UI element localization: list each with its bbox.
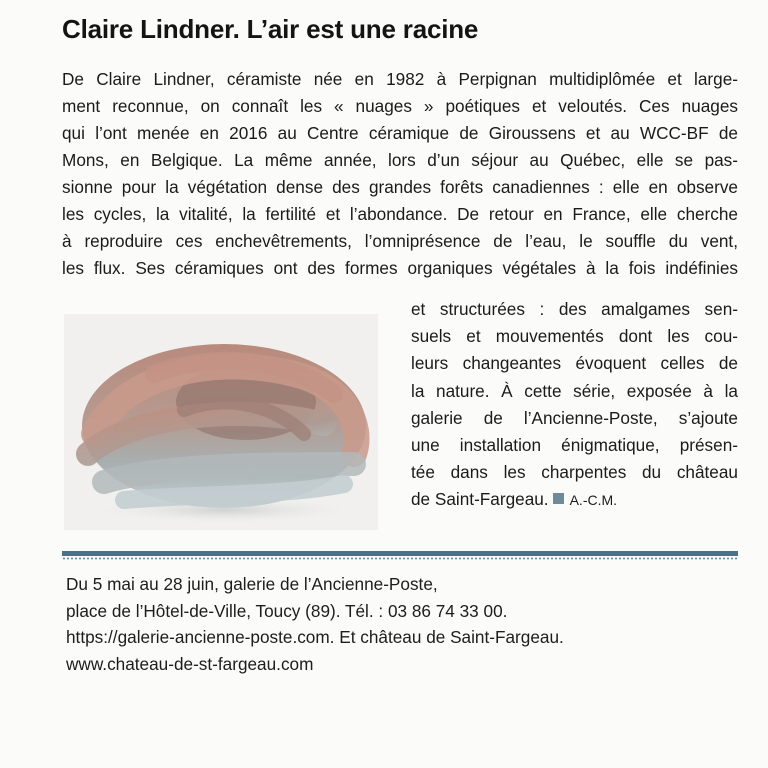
ceramic-sculpture-image bbox=[64, 314, 378, 530]
body-line: De Claire Lindner, céramiste née en 1982 à Perpignan multidiplômée et large- bbox=[62, 69, 738, 89]
body-line: et structurées : des amalgames sen- bbox=[411, 299, 738, 319]
body-line: les cycles, la vitalité, la fertilité et l’abondance. De retour en France, elle cherche bbox=[62, 204, 738, 224]
body-line: sionne pour la végétation dense des grandes forêts canadiennes : elle en observe bbox=[62, 177, 738, 197]
body-line: ment reconnue, on connaît les « nuages » poétiques et veloutés. Ces nuages bbox=[62, 96, 738, 116]
body-last-line bbox=[411, 486, 738, 514]
ceramic-sculpture-photo bbox=[64, 314, 378, 530]
body-line: suels et mouvementés dont les cou- bbox=[411, 326, 738, 347]
body-line: qui l’ont menée en 2016 au Centre céramique de Giroussens et au WCC-BF de bbox=[62, 123, 738, 143]
article-body-right bbox=[411, 296, 738, 515]
info-line-url: www.chateau-de-st-fargeau.com bbox=[66, 653, 314, 674]
divider-rule bbox=[62, 551, 738, 556]
info-line-url: https://galerie-ancienne-poste.com. Et château de Saint-Fargeau. bbox=[66, 627, 564, 647]
body-line: la nature. À cette série, exposée à la bbox=[411, 380, 738, 401]
body-line: les flux. Ses céramiques ont des formes organiques végétales à la fois indéfinies bbox=[62, 258, 738, 278]
info-line: place de l’Hôtel-de-Ville, Toucy (89). Tél. : 03 86 74 33 00. bbox=[66, 600, 508, 621]
article-body-top bbox=[62, 66, 738, 282]
body-last-text: de Saint-Fargeau. bbox=[411, 489, 549, 510]
info-line: Du 5 mai au 28 juin, galerie de l’Ancienne-Poste, bbox=[66, 574, 438, 594]
body-line: à reproduire ces enchevêtrements, l’omniprésence de l’eau, le souffle du vent, bbox=[62, 231, 738, 251]
article-title: Claire Lindner. L’air est une racine bbox=[62, 14, 479, 44]
author-initials: A.-C.M. bbox=[569, 492, 618, 509]
body-line: leurs changeantes évoquent celles de bbox=[411, 353, 738, 374]
body-line: galerie de l’Ancienne-Poste, s’ajoute bbox=[411, 407, 738, 428]
divider-dots bbox=[62, 557, 738, 560]
end-square-icon bbox=[553, 493, 564, 504]
body-line: une installation énigmatique, présen- bbox=[411, 435, 738, 456]
body-line: tée dans les charpentes du château bbox=[411, 462, 738, 483]
exhibition-info bbox=[66, 571, 564, 677]
body-line: Mons, en Belgique. La même année, lors d’un séjour au Québec, elle se pas- bbox=[62, 150, 738, 170]
